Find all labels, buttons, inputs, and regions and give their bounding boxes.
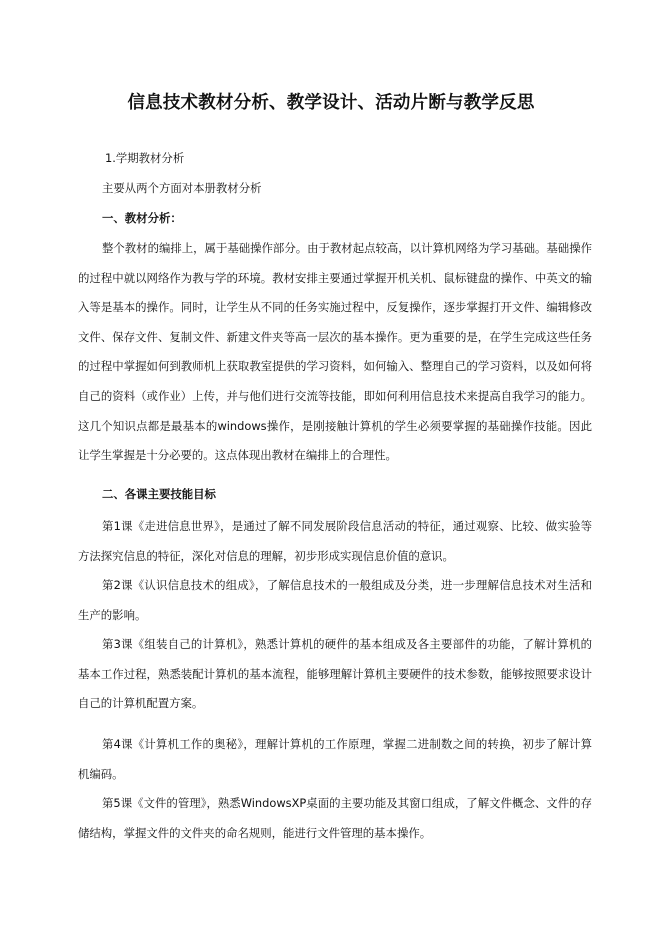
lesson-paragraph: 第5课《文件的管理》，熟悉WindowsXP桌面的主要功能及其窗口组成，了解文件概念、文件的存储结构，掌握文件的文件夹的命名规则，能进行文件管理的基本操作。: [78, 796, 592, 840]
subheading-textbook-analysis: 一、教材分析：: [102, 211, 182, 225]
document-title: 信息技术教材分析、教学设计、活动片断与教学反思: [127, 93, 535, 113]
intro-line: 主要从两个方面对本册教材分析: [102, 181, 262, 195]
lesson-paragraph: 第1课《走进信息世界》，是通过了解不同发展阶段信息活动的特征，通过观察、比较、做实验等方法探究信息的特征，深化对信息的理解，初步形成实现信息价值的意识。: [78, 519, 592, 563]
lesson-paragraph: 第3课《组装自己的计算机》，熟悉计算机的硬件的基本组成及各主要部件的功能，了解计算机的基本工作过程，熟悉装配计算机的基本流程，能够理解计算机主要硬件的技术参数，能够按照要求设计自己的计算机配置方案。: [78, 637, 592, 711]
paragraph-textbook-analysis: 整个教材的编排上，属于基础操作部分。由于教材起点较高，以计算机网络为学习基础。基础操作的过程中就以网络作为教与学的环境。教材安排主要通过掌握开机关机、鼠标键盘的操作、中英文的输入等是基本的操作。同时，让学生从不同的任务实施过程中，反复操作，逐步掌握打开文件、编辑修改文件、保存文件、复制文件、新建文件夹等高一层次的基本操作。更为重要的是，在学生完成这些任务的过程中掌握如何到教师机上获取教室提供的学习资料，如何输入、整理自己的学习资料，以及如何将自己的资料（或作业）上传，并与他们进行交流等技能，即如何利用信息技术来提高自我学习的能力。这几个知识点都是最基本的windows操作，是刚接触计算机的学生必须要掌握的基础操作技能。因此让学生掌握是十分必要的。这点体现出教材在编排上的合理性。: [78, 241, 592, 463]
section-heading: 1.学期教材分析: [105, 151, 185, 165]
subheading-skill-goals: 二、各课主要技能目标: [102, 487, 216, 501]
lesson-paragraph: 第2课《认识信息技术的组成》，了解信息技术的一般组成及分类，进一步理解信息技术对生活和生产的影响。: [78, 578, 592, 622]
lesson-paragraph: 第4课《计算机工作的奥秘》，理解计算机的工作原理，掌握二进制数之间的转换，初步了解计算机编码。: [78, 737, 592, 781]
